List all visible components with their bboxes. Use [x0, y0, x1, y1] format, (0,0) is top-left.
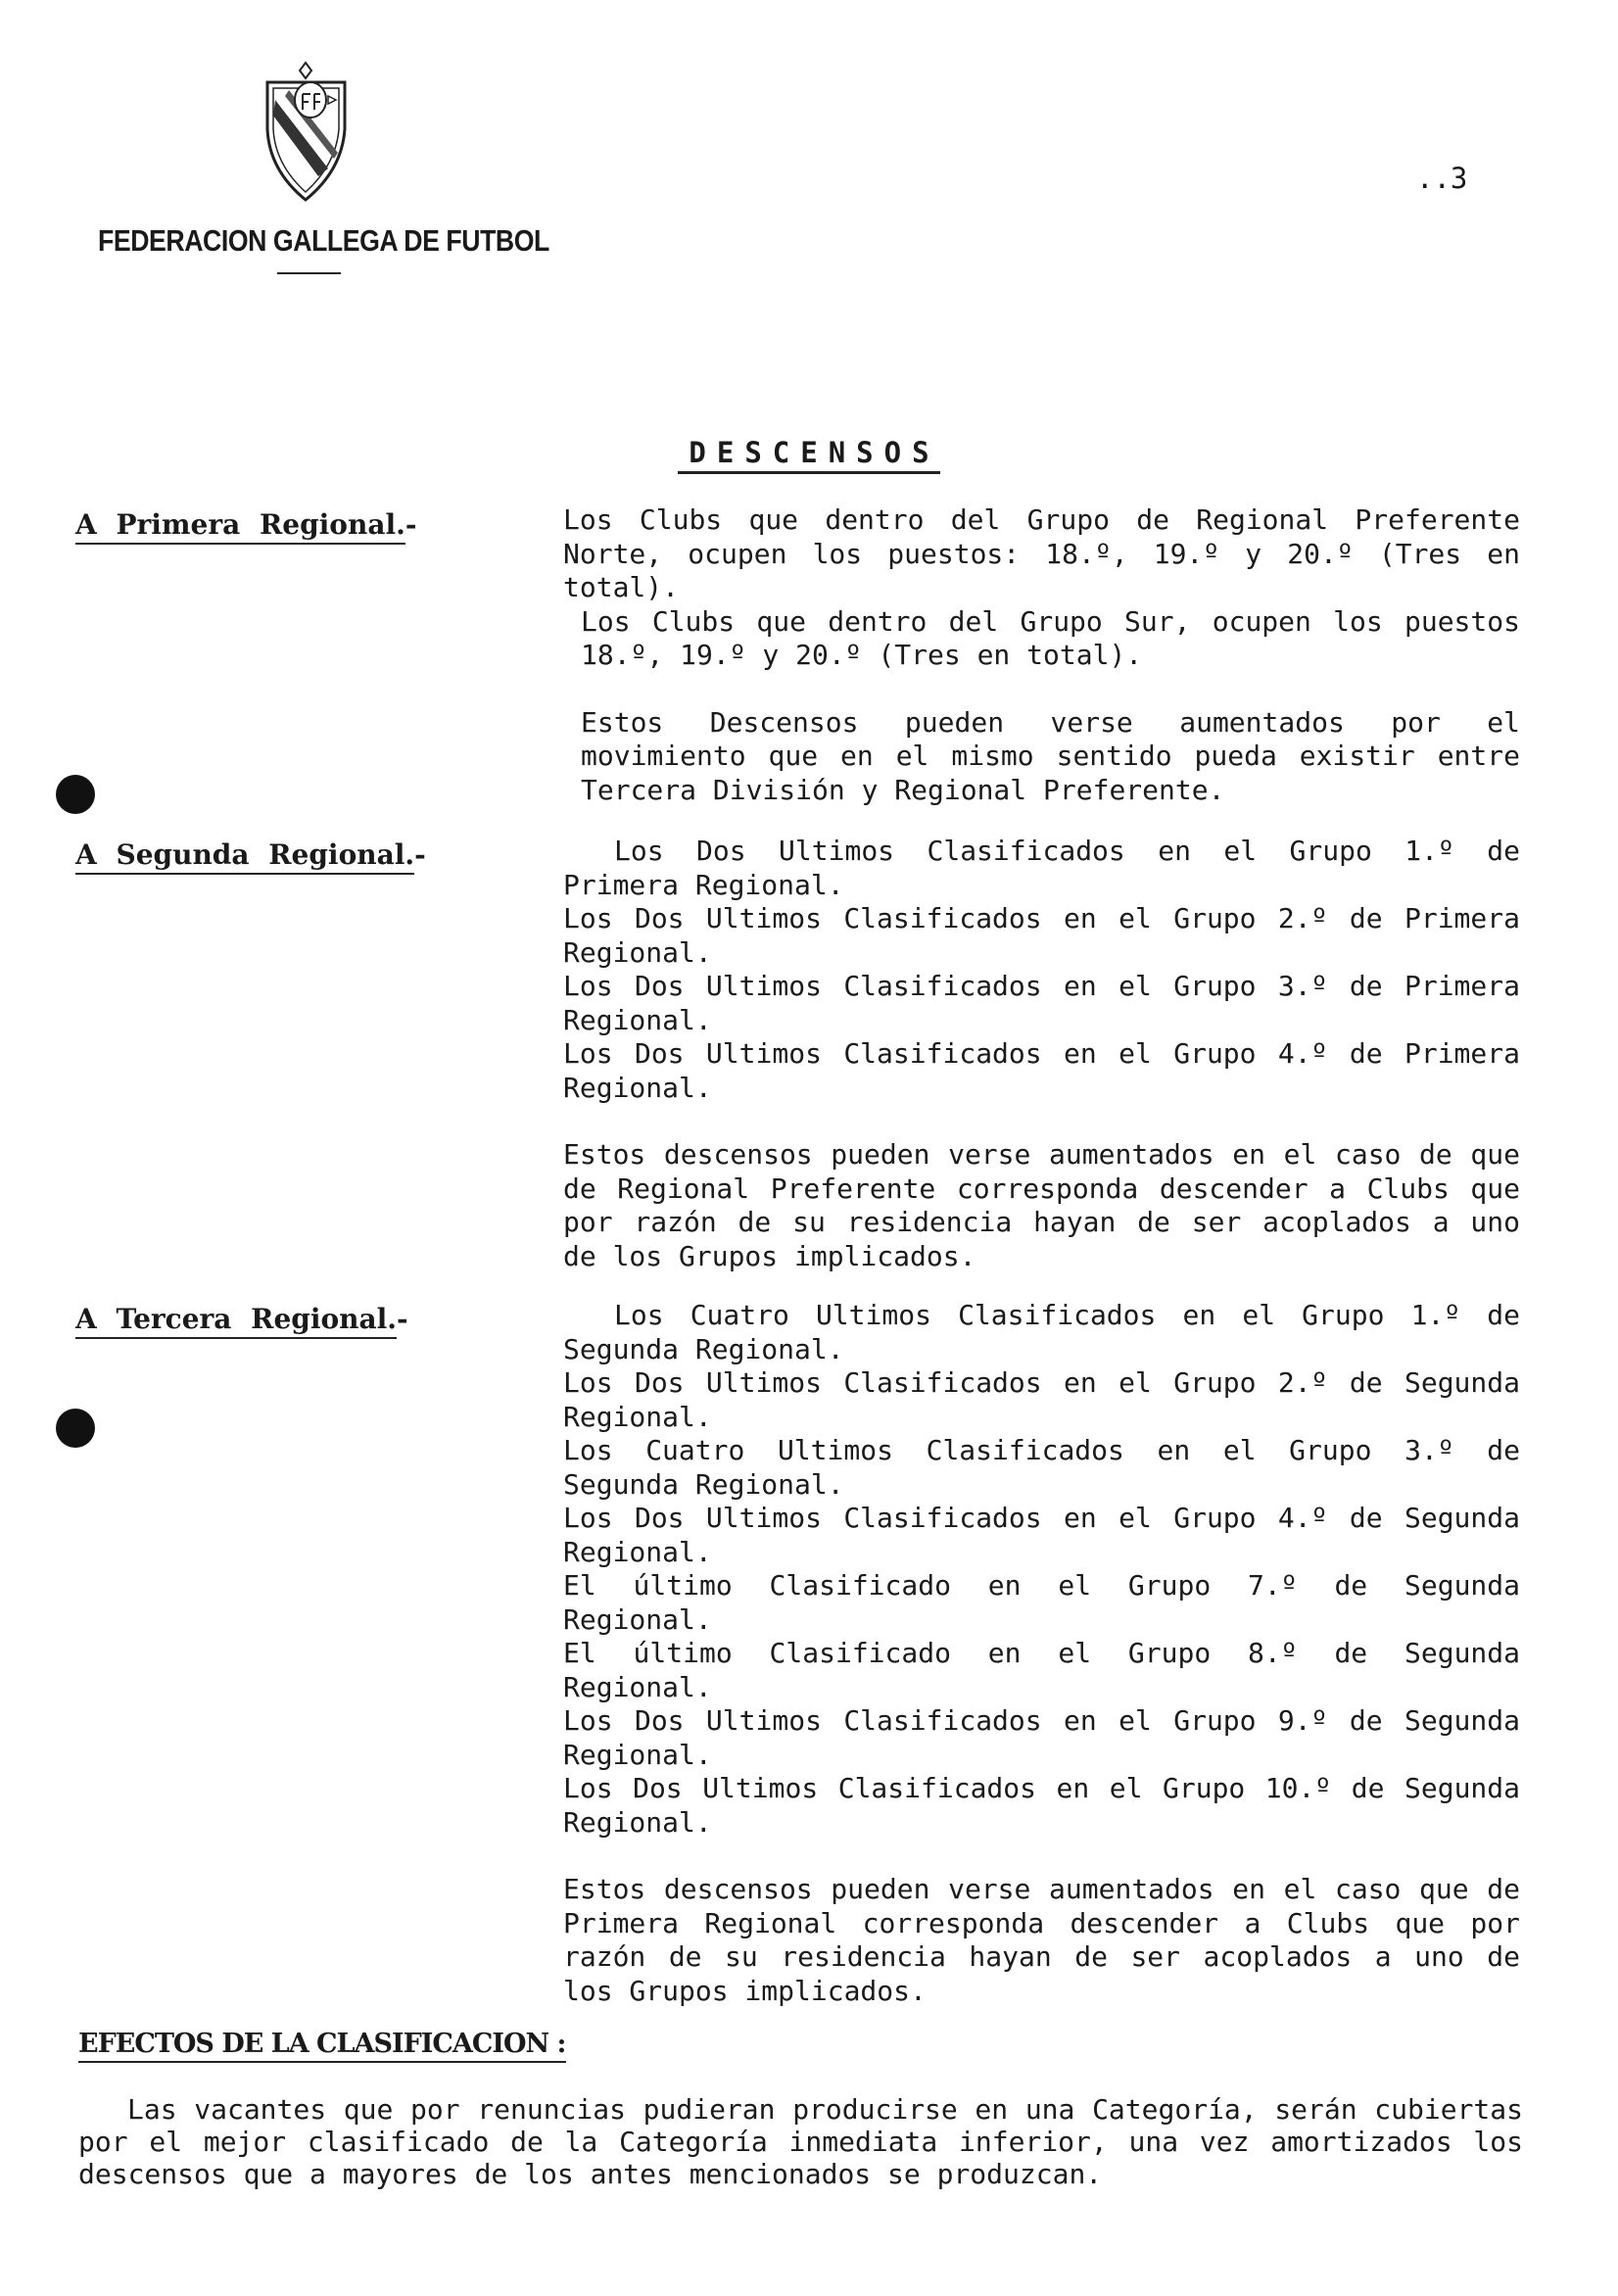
paragraph-primera-sur: Los Clubs que dentro del Grupo Sur, ocupen los puestos 18.º, 19.º y 20.º (Tres en total). [581, 604, 1520, 671]
list-item: El último Clasificado en el Grupo 7.º de Segunda Regional. [563, 1569, 1520, 1636]
section-heading-efectos: EFECTOS DE LA CLASIFICACION : [78, 2029, 566, 2063]
list-item: Los Dos Ultimos Clasificados en el Grupo 9.º de Segunda Regional. [563, 1704, 1520, 1771]
list-item: Los Dos Ultimos Clasificados en el Grupo 4.º de Primera Regional. [563, 1037, 1520, 1104]
list-item: Los Dos Ultimos Clasificados en el Grupo 1.º de Primera Regional. [563, 835, 1520, 901]
label-tercera-regional: A Tercera Regional.- [75, 1303, 408, 1335]
label-segunda-regional: A Segunda Regional.- [75, 838, 426, 871]
organization-name: FEDERACION GALLEGA DE FUTBOL [98, 223, 549, 258]
list-item: El último Clasificado en el Grupo 8.º de Segunda Regional. [563, 1637, 1520, 1703]
list-item: Los Dos Ultimos Clasificados en el Grupo 2.º de Segunda Regional. [563, 1366, 1520, 1433]
list-item: Los Dos Ultimos Clasificados en el Grupo 4.º de Segunda Regional. [563, 1502, 1520, 1568]
note-tercera: Estos descensos pueden verse aumentados en el caso que de Primera Regional corresponda descender a Clubs que por razón de su residencia hayan de ser acoplados a uno de los Grupos implicados. [563, 1873, 1520, 2007]
note-primera: Estos Descensos pueden verse aumentados por el movimiento que en el mismo sentido pueda existir entre Tercera División y Regional Preferente. [581, 705, 1520, 806]
block-primera-regional [563, 503, 1520, 807]
note-segunda: Estos descensos pueden verse aumentados en el caso de que de Regional Preferente corresponda descender a Clubs que por razón de su residencia hayan de ser acoplados a uno de los Grupos implicados. [563, 1138, 1520, 1272]
list-item: Los Cuatro Ultimos Clasificados en el Grupo 3.º de Segunda Regional. [563, 1434, 1520, 1501]
label-primera-regional: A Primera Regional.- [75, 508, 416, 541]
page-title: DESCENSOS [0, 436, 1618, 469]
fgf-shield-logo-icon [260, 61, 353, 206]
paragraph-primera-norte: Los Clubs que dentro del Grupo de Regional Preferente Norte, ocupen los puestos: 18.º, 19.º y 20.º (Tres en total). [563, 503, 1520, 603]
list-item: Los Dos Ultimos Clasificados en el Grupo 2.º de Primera Regional. [563, 902, 1520, 969]
block-segunda-regional [563, 835, 1520, 1273]
list-item: Los Dos Ultimos Clasificados en el Grupo 10.º de Segunda Regional. [563, 1772, 1520, 1839]
paragraph-efectos: Las vacantes que por renuncias pudieran producirse en una Categoría, serán cubiertas por el mejor clasificado de la Categoría inmediata inferior, una vez amortizados los descensos que a mayores de los antes mencionados se produzcan. [78, 2093, 1523, 2190]
list-item: Los Cuatro Ultimos Clasificados en el Grupo 1.º de Segunda Regional. [563, 1299, 1520, 1365]
punch-hole-mark [56, 775, 95, 814]
list-item: Los Dos Ultimos Clasificados en el Grupo 3.º de Primera Regional. [563, 970, 1520, 1036]
punch-hole-mark [56, 1409, 95, 1448]
block-tercera-regional [563, 1299, 1520, 2008]
page-number: ..3 [1416, 162, 1468, 195]
header-divider [277, 272, 341, 274]
